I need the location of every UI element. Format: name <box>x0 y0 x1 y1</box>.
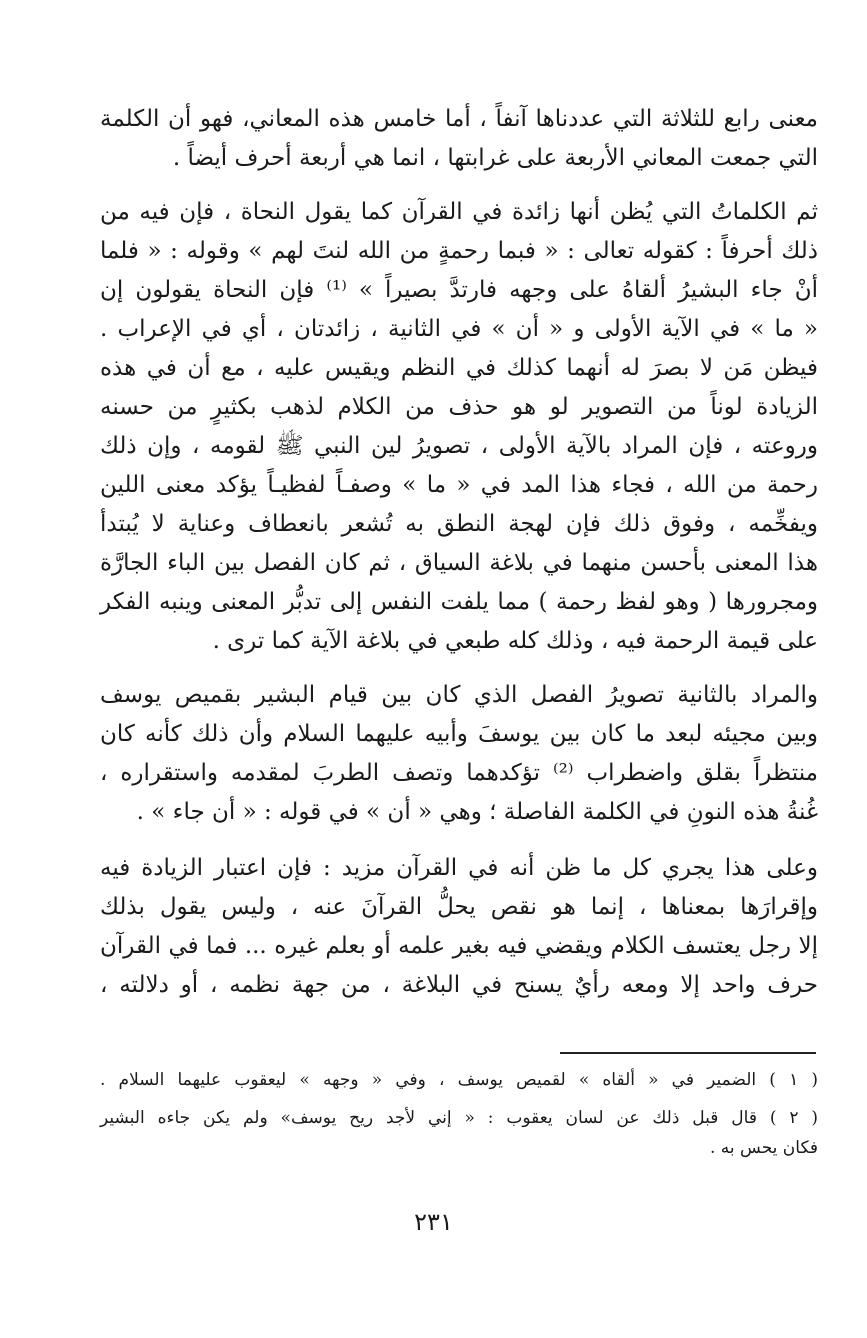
text-line: ذلك أحرفاً : كقوله تعالى : « فبما رحمةٍ من الله لنتَ لهم » وقوله : « فلما <box>100 238 818 264</box>
page-number: ٢٣١ <box>414 1208 453 1236</box>
text-line: فيظن مَن لا بصرَ له أنهما كذلك في النظم ويقيس عليه ، مع أن في هذه <box>100 355 818 381</box>
text-line: ثم الكلماتُ التي يُظن أنها زائدة في القرآن كما يقول النحاة ، فإن فيه من <box>100 199 818 225</box>
footnote-separator <box>560 1052 816 1054</box>
footnote-1: ( ١ ) الضمير في « ألقاه » لقميص يوسف ، وفي « وجهه » ليعقوب عليهما السلام . <box>100 1070 818 1090</box>
text-line: وإقرارَها بمعناها ، إنما هو نقص يحلُّ القرآنَ عنه ، وليس يقول بذلك <box>100 894 818 920</box>
text-line: أنْ جاء البشيرُ ألقاهُ على وجهه فارتدَّ بصيراً » ⁽¹⁾ فإن النحاة يقولون إن <box>100 277 818 303</box>
text-line: هذا المعنى بأحسن منهما في بلاغة السياق ، ثم كان الفصل بين الباء الجارَّة <box>100 550 818 576</box>
footnote-2: ( ٢ ) قال قبل ذلك عن لسان يعقوب : « إني لأجد ريح يوسف» ولم يكن جاءه البشير <box>100 1108 818 1128</box>
text-line: على قيمة الرحمة فيه ، وذلك كله طبعي في بلاغة الآية كما ترى . <box>212 628 818 654</box>
text-line: الزيادة لوناً من التصوير لو هو حذف من الكلام لذهب بكثيرٍ من حسنه <box>100 394 818 420</box>
text-line: وبين مجيئه لبعد ما كان بين يوسفَ وأبيه عليهما السلام وأن ذلك كأنه كان <box>100 721 818 747</box>
text-line: غُنةُ هذه النونِ في الكلمة الفاصلة ؛ وهي « أن » في قوله : « أن جاء » . <box>136 799 818 825</box>
footnote-2-continued: فكان يحس به . <box>709 1138 818 1158</box>
text-line: وعلى هذا يجري كل ما ظن أنه في القرآن مزيد : فإن اعتبار الزيادة فيه <box>100 855 818 881</box>
text-line: منتظراً بقلق واضطراب ⁽²⁾ تؤكدهما وتصف الطربَ لمقدمه واستقراره ، <box>100 760 818 786</box>
text-line: معنى رابع للثلاثة التي عددناها آنفاً ، أما خامس هذه المعاني، فهو أن الكلمة <box>100 106 818 132</box>
text-line: والمراد بالثانية تصويرُ الفصل الذي كان بين قيام البشير بقميص يوسف <box>100 682 818 708</box>
text-line: التي جمعت المعاني الأربعة على غرابتها ، انما هي أربعة أحرف أيضاً . <box>172 145 818 171</box>
text-line: ومجرورها ( وهو لفظ رحمة ) مما يلفت النفس إلى تدبُّر المعنى وينبه الفكر <box>100 589 818 615</box>
text-line: إلا رجل يعتسف الكلام ويقضي فيه بغير علمه أو بعلم غيره ... فما في القرآن <box>100 933 818 959</box>
text-line: « ما » في الآية الأولى و « أن » في الثانية ، زائدتان ، أي في الإعراب . <box>100 316 818 342</box>
text-line: وروعته ، فإن المراد بالآية الأولى ، تصويرُ لين النبي ﷺ لقومه ، وإن ذلك <box>100 433 819 459</box>
text-line: حرف واحد إلا ومعه رأيٌ يسنح في البلاغة ، من جهة نظمه ، أو دلالته ، <box>100 972 818 998</box>
text-line: رحمة من الله ، فجاء هذا المد في « ما » وصفـاً لفظيـاً يؤكد معنى اللين <box>100 472 818 498</box>
text-line: ويفخِّمه ، وفوق ذلك فإن لهجة النطق به تُشعر بانعطاف وعناية لا يُبتدأ <box>100 511 818 537</box>
